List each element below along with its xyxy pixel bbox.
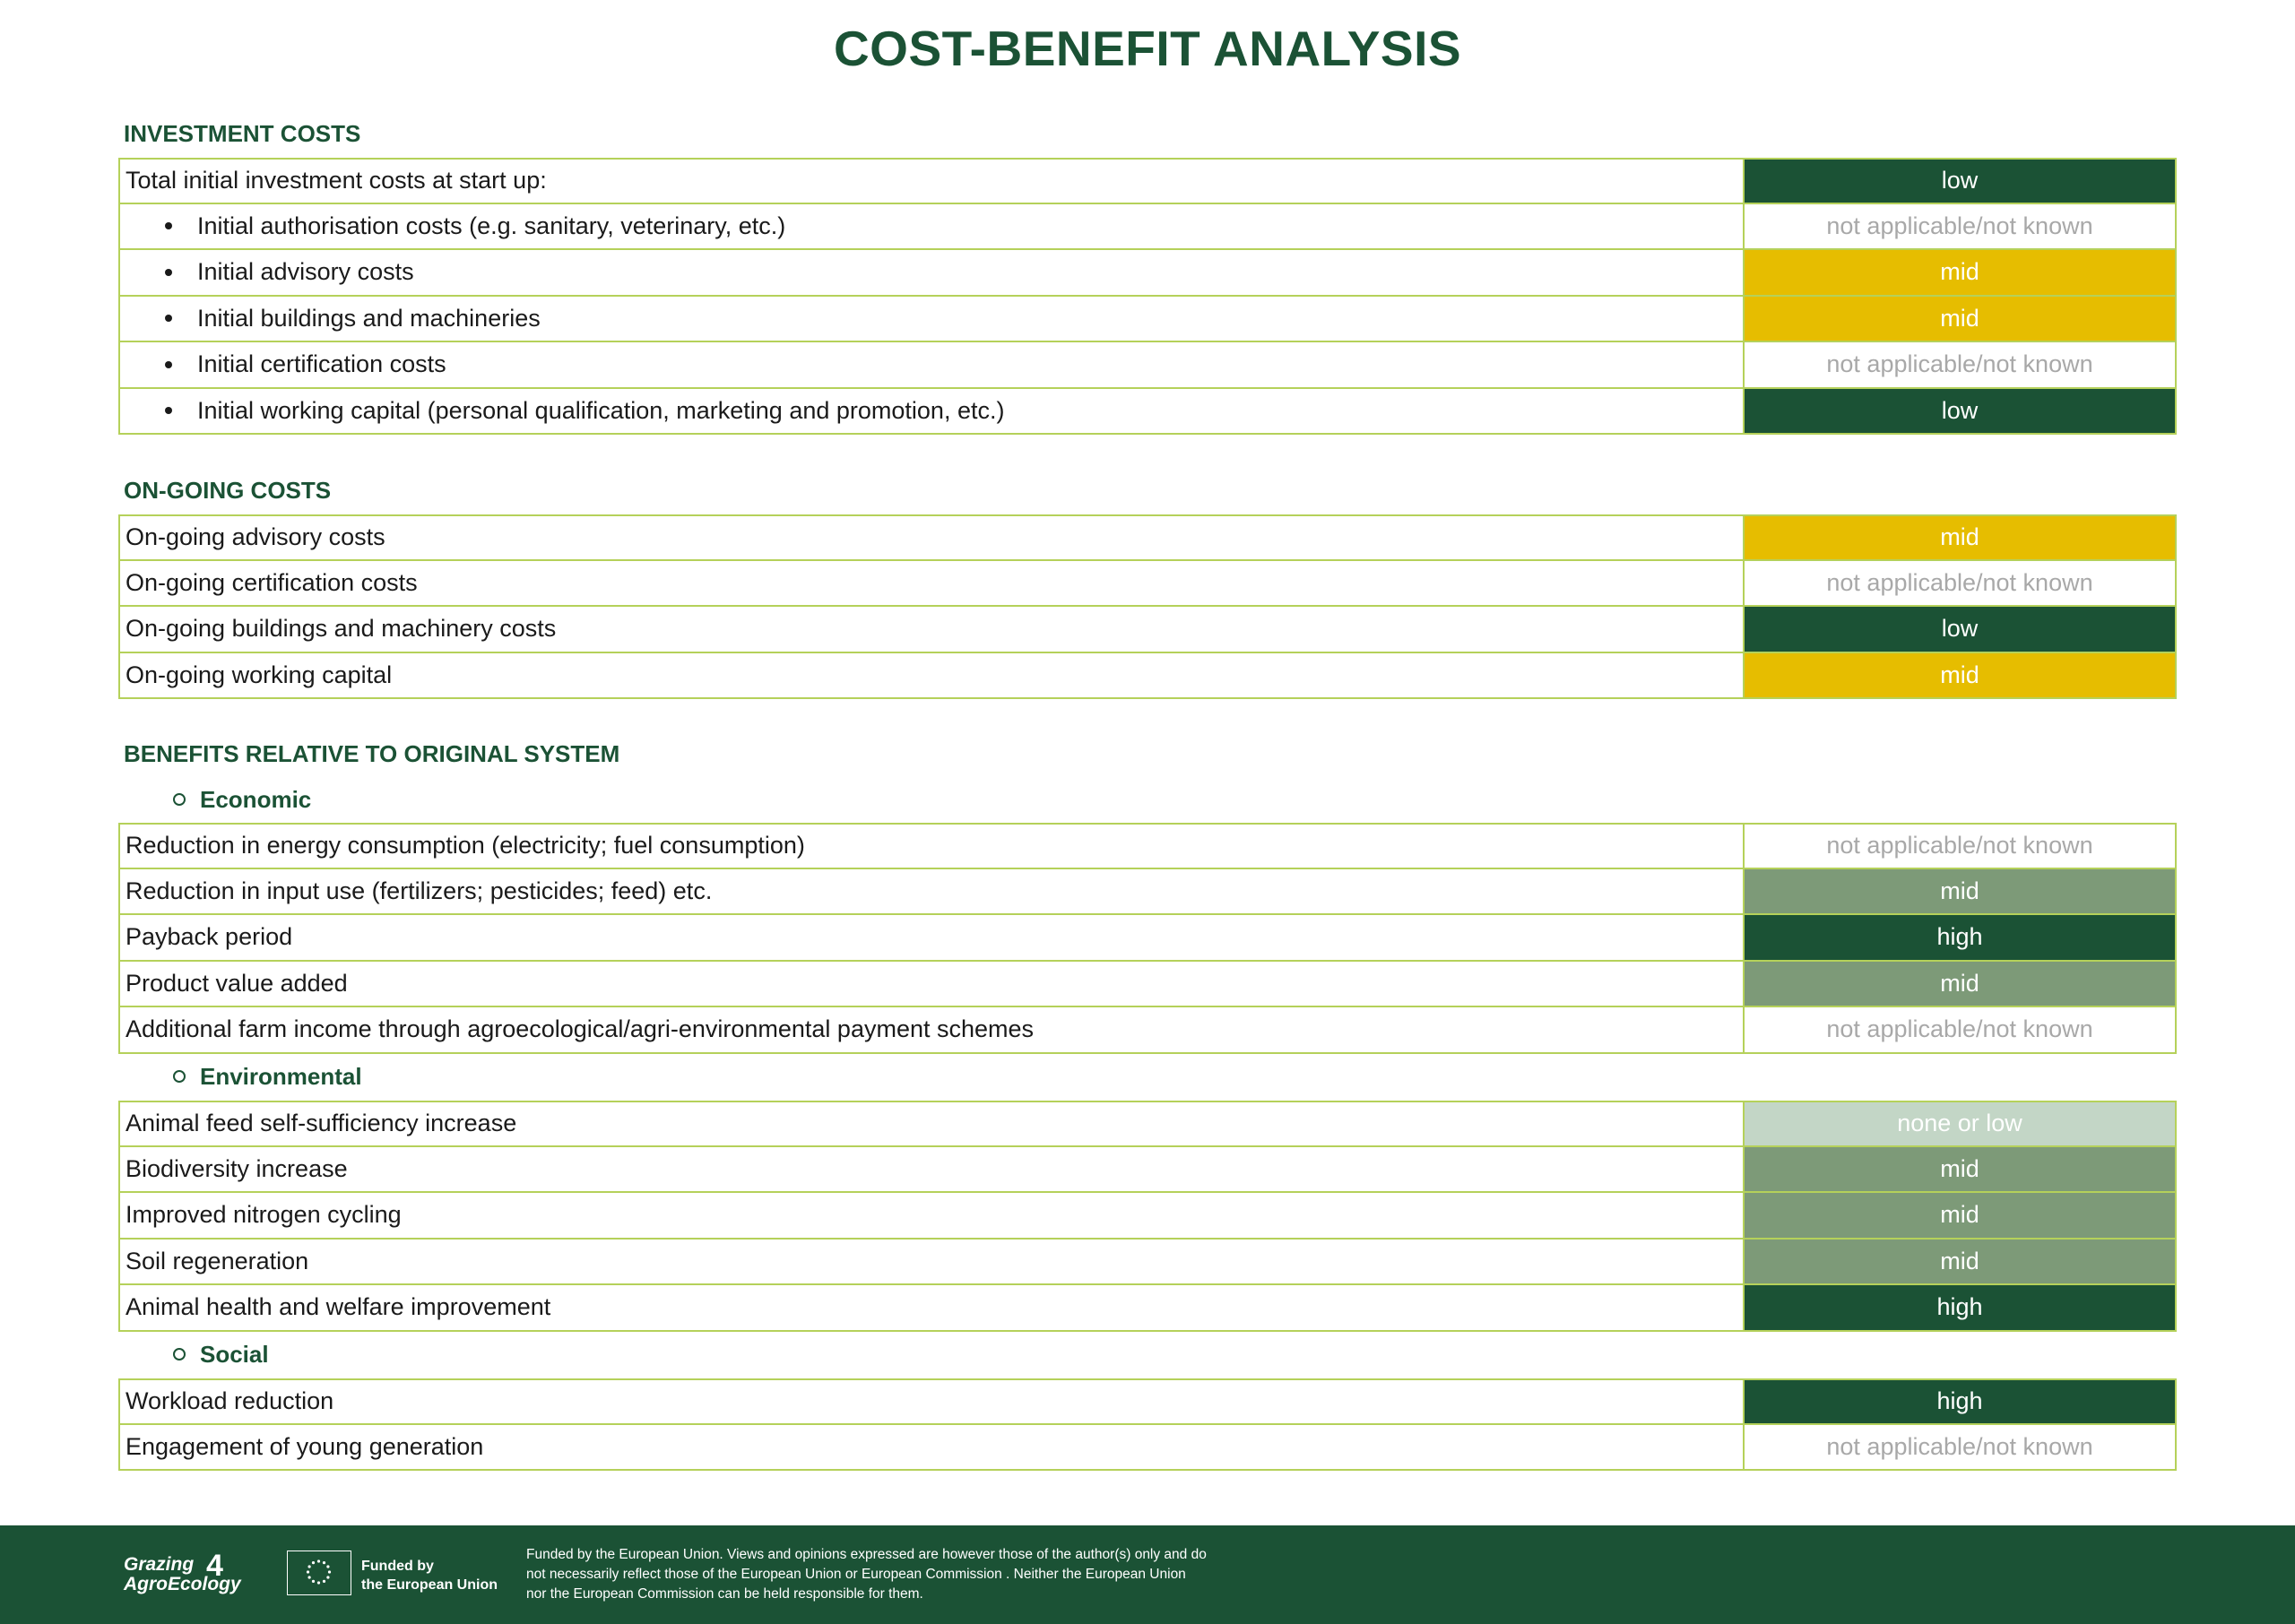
rating-badge: high	[1745, 1380, 2175, 1423]
eu-flag-icon	[287, 1551, 351, 1595]
table-row	[118, 158, 2177, 204]
environmental-benefits-table	[118, 1101, 2177, 1332]
cost-label-cell	[120, 250, 1745, 295]
table-row	[118, 653, 2177, 700]
rating-badge: mid	[1745, 869, 2175, 914]
rating-badge: low	[1745, 607, 2175, 652]
logo-text-line2: AgroEcology	[124, 1574, 241, 1594]
table-row	[118, 204, 2177, 251]
benefit-label: Soil regeneration	[120, 1240, 1745, 1284]
rating-badge: mid	[1745, 516, 2175, 559]
investment-costs-table	[118, 158, 2177, 435]
table-row	[118, 1007, 2177, 1054]
cost-label: Initial certification costs	[197, 350, 446, 378]
rating-badge: high	[1745, 915, 2175, 960]
benefits-heading: BENEFITS RELATIVE TO ORIGINAL SYSTEM	[124, 740, 620, 767]
table-row	[118, 1285, 2177, 1332]
cost-label: Initial advisory costs	[197, 258, 414, 286]
benefit-label: Engagement of young generation	[120, 1425, 1745, 1470]
economic-benefits-table	[118, 823, 2177, 1054]
environmental-label: Environmental	[200, 1063, 362, 1090]
rating-badge: mid	[1745, 297, 2175, 341]
table-row	[118, 823, 2177, 869]
table-row	[118, 1425, 2177, 1472]
eu-line1: Funded by	[361, 1559, 434, 1574]
table-row	[118, 389, 2177, 436]
bullet-icon	[165, 222, 172, 229]
rating-badge: not applicable/not known	[1745, 1007, 2175, 1052]
rating-badge: mid	[1745, 250, 2175, 295]
cost-label-cell	[120, 389, 1745, 434]
rating-badge: not applicable/not known	[1745, 1425, 2175, 1470]
rating-badge: not applicable/not known	[1745, 825, 2175, 868]
ongoing-costs-table	[118, 514, 2177, 699]
rating-badge: mid	[1745, 962, 2175, 1006]
rating-badge: mid	[1745, 1193, 2175, 1238]
cost-label-cell	[120, 297, 1745, 341]
bullet-icon	[165, 315, 172, 322]
circle-bullet-icon	[173, 1348, 186, 1361]
table-row	[118, 342, 2177, 389]
footer	[0, 1525, 2295, 1624]
social-label: Social	[200, 1341, 269, 1368]
benefit-label: Reduction in input use (fertilizers; pesticides; feed) etc.	[120, 869, 1745, 914]
benefit-label: Animal health and welfare improvement	[120, 1285, 1745, 1330]
cost-label: On-going working capital	[120, 653, 1745, 698]
grazing-agroecology-logo	[124, 1549, 258, 1602]
table-row	[118, 297, 2177, 343]
economic-subheading	[173, 786, 311, 814]
rating-badge: low	[1745, 160, 2175, 203]
benefit-label: Workload reduction	[120, 1380, 1745, 1423]
cost-label: On-going buildings and machinery costs	[120, 607, 1745, 652]
rating-badge: high	[1745, 1285, 2175, 1330]
investment-costs-heading: INVESTMENT COSTS	[124, 120, 361, 147]
rating-badge: low	[1745, 389, 2175, 434]
table-row	[118, 561, 2177, 608]
table-row	[118, 962, 2177, 1008]
circle-bullet-icon	[173, 793, 186, 806]
rating-badge: none or low	[1745, 1102, 2175, 1145]
page-title: COST-BENEFIT ANALYSIS	[833, 21, 1462, 76]
cost-label-cell	[120, 204, 1745, 249]
table-row	[118, 1101, 2177, 1147]
table-row	[118, 607, 2177, 653]
social-subheading	[173, 1341, 269, 1369]
bullet-icon	[165, 269, 172, 276]
rating-badge: mid	[1745, 653, 2175, 698]
benefit-label: Product value added	[120, 962, 1745, 1006]
ongoing-costs-heading: ON-GOING COSTS	[124, 477, 332, 504]
cost-label: Initial buildings and machineries	[197, 304, 541, 332]
benefit-label: Payback period	[120, 915, 1745, 960]
rating-badge: not applicable/not known	[1745, 204, 2175, 249]
bullet-icon	[165, 361, 172, 368]
cost-label: Total initial investment costs at start up:	[120, 160, 1745, 203]
cost-label: On-going certification costs	[120, 561, 1745, 606]
table-row	[118, 1378, 2177, 1425]
logo-text-line1: Grazing	[124, 1554, 195, 1575]
logo-number: 4	[206, 1549, 223, 1583]
table-row	[118, 1147, 2177, 1194]
cost-label-cell	[120, 342, 1745, 387]
benefit-label: Additional farm income through agroecological/agri-environmental payment schemes	[120, 1007, 1745, 1052]
eu-funding-label	[361, 1557, 498, 1594]
benefit-label: Animal feed self-sufficiency increase	[120, 1102, 1745, 1145]
cost-label: On-going advisory costs	[120, 516, 1745, 559]
benefit-label: Improved nitrogen cycling	[120, 1193, 1745, 1238]
table-row	[118, 1193, 2177, 1240]
rating-badge: mid	[1745, 1240, 2175, 1284]
disclaimer-text: Funded by the European Union. Views and opinions expressed are however those of the author(s) only and do not necessarily reflect those of the European Union or European Commission . Neither the European Union nor the European Commission can be held responsible for them.	[526, 1547, 1207, 1602]
table-row	[118, 514, 2177, 561]
bullet-icon	[165, 407, 172, 414]
rating-badge: not applicable/not known	[1745, 561, 2175, 606]
rating-badge: mid	[1745, 1147, 2175, 1192]
benefit-label: Biodiversity increase	[120, 1147, 1745, 1192]
social-benefits-table	[118, 1378, 2177, 1471]
eu-stars-icon	[288, 1551, 350, 1594]
circle-bullet-icon	[173, 1070, 186, 1083]
rating-badge: not applicable/not known	[1745, 342, 2175, 387]
table-row	[118, 1240, 2177, 1286]
table-row	[118, 250, 2177, 297]
table-row	[118, 869, 2177, 916]
cost-label: Initial working capital (personal qualification, marketing and promotion, etc.)	[197, 396, 1005, 424]
cost-label: Initial authorisation costs (e.g. sanitary, veterinary, etc.)	[197, 212, 786, 239]
economic-label: Economic	[200, 786, 312, 813]
eu-line2: the European Union	[361, 1577, 498, 1593]
environmental-subheading	[173, 1063, 362, 1091]
benefit-label: Reduction in energy consumption (electricity; fuel consumption)	[120, 825, 1745, 868]
table-row	[118, 915, 2177, 962]
